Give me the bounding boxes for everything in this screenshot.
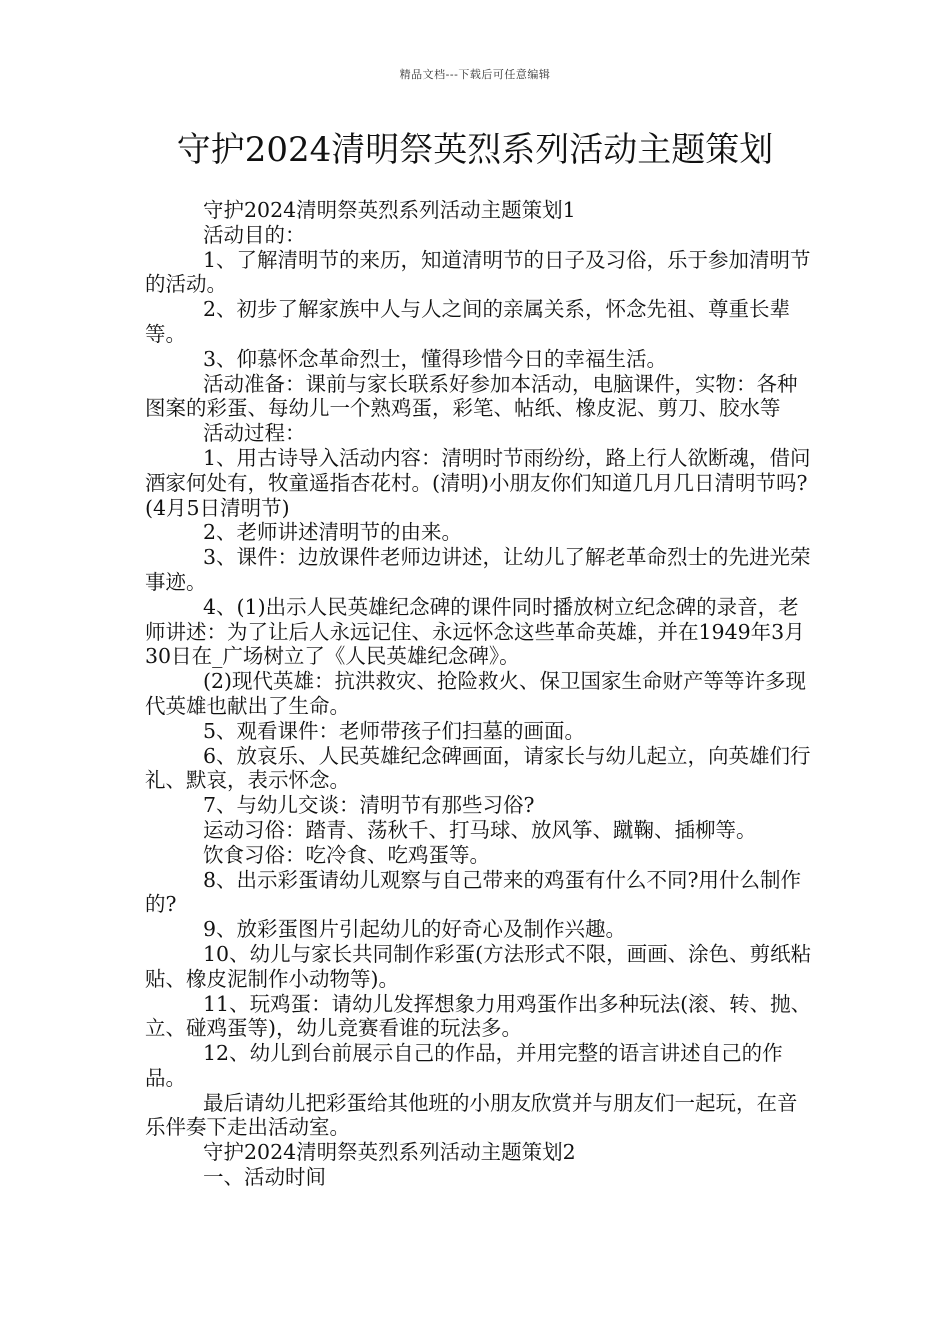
- body-paragraph: 12、幼儿到台前展示自己的作品，并用完整的语言讲述自己的作品。: [145, 1041, 783, 1090]
- body-paragraph: 9、放彩蛋图片引起幼儿的好奇心及制作兴趣。: [203, 917, 627, 942]
- body-paragraph: 3、课件：边放课件老师边讲述，让幼儿了解老革命烈士的先进光荣事迹。: [145, 545, 811, 594]
- body-paragraph: (2)现代英雄：抗洪救灾、抢险救火、保卫国家生命财产等等许多现代英雄也献出了生命。: [145, 669, 807, 718]
- body-paragraph: 最后请幼儿把彩蛋给其他班的小朋友欣赏并与朋友们一起玩，在音乐伴奏下走出活动室。: [145, 1090, 798, 1140]
- body-paragraph: 10、幼儿与家长共同制作彩蛋(方法形式不限，画画、涂色、剪纸粘贴、橡皮泥制作小动物等)。: [145, 941, 812, 991]
- header-note: 精品文档---下载后可任意编辑: [399, 68, 551, 81]
- body-paragraph: 一、活动时间: [203, 1165, 326, 1190]
- body-paragraph: 2、初步了解家族中人与人之间的亲属关系，怀念先祖、尊重长辈等。: [145, 297, 791, 346]
- body-paragraph: 2、老师讲述清明节的由来。: [203, 520, 463, 545]
- body-paragraph: 活动过程：: [203, 421, 306, 446]
- document-title: 守护2024清明祭英烈系列活动主题策划: [176, 130, 774, 170]
- body-paragraph: 活动准备：课前与家长联系好参加本活动，电脑课件，实物：各种图案的彩蛋、每幼儿一个熟鸡蛋，彩笔、帖纸、橡皮泥、剪刀、胶水等: [145, 371, 798, 421]
- body-paragraph: 7、与幼儿交谈：清明节有那些习俗?: [203, 793, 535, 818]
- document-body: [145, 198, 813, 1190]
- body-paragraph: 1、了解清明节的来历，知道清明节的日子及习俗，乐于参加清明节的活动。: [145, 247, 811, 297]
- body-paragraph: 1、用古诗导入活动内容：清明时节雨纷纷，路上行人欲断魂，借问酒家何处有，牧童遥指杏花村。(清明)小朋友你们知道几月几日清明节吗?(4月5日清明节): [145, 445, 811, 520]
- body-paragraph: 守护2024清明祭英烈系列活动主题策划1: [203, 198, 576, 222]
- body-paragraph: 5、观看课件：老师带孩子们扫墓的画面。: [203, 718, 586, 743]
- body-paragraph: 8、出示彩蛋请幼儿观察与自己带来的鸡蛋有什么不同?用什么制作的?: [145, 867, 802, 917]
- body-paragraph: 4、(1)出示人民英雄纪念碑的课件同时播放树立纪念碑的录音，老师讲述：为了让后人永远记住、永远怀念这些革命英雄，并在1949年3月30日在_广场树立了《人民英雄纪念碑》。: [145, 594, 805, 669]
- body-paragraph: 守护2024清明祭英烈系列活动主题策划2: [203, 1140, 576, 1165]
- body-paragraph: 11、玩鸡蛋：请幼儿发挥想象力用鸡蛋作出多种玩法(滚、转、抛、立、碰鸡蛋等)，幼儿竞赛看谁的玩法多。: [145, 991, 812, 1041]
- body-paragraph: 6、放哀乐、人民英雄纪念碑画面，请家长与幼儿起立，向英雄们行礼、默哀，表示怀念。: [145, 743, 811, 793]
- body-paragraph: 饮食习俗：吃冷食、吃鸡蛋等。: [203, 842, 490, 867]
- body-paragraph: 运动习俗：踏青、荡秋千、打马球、放风筝、蹴鞠、插柳等。: [203, 817, 757, 842]
- body-paragraph: 3、仰慕怀念革命烈士，懂得珍惜今日的幸福生活。: [203, 346, 668, 371]
- body-paragraph: 活动目的：: [203, 222, 306, 247]
